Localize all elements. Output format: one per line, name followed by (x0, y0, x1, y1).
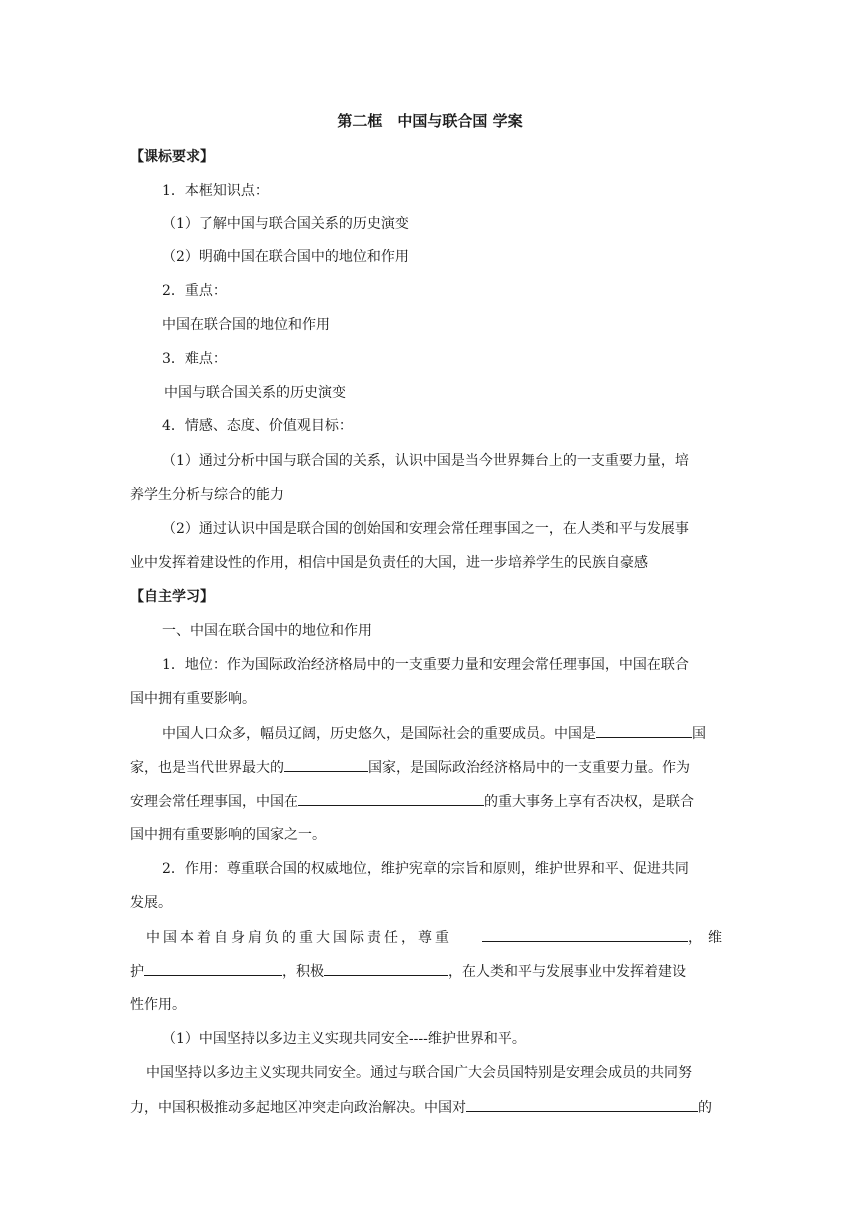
text-line (146, 926, 860, 949)
text-fragment: 安理会常任理事国，中国在 (130, 794, 298, 810)
text-line (130, 756, 860, 779)
text-line: 性作用。 (130, 997, 186, 1013)
text-line: （2）通过认识中国是联合国的创始国和安理会常任理事国之一，在人类和平与发展事 (162, 521, 689, 537)
text-fragment: 护 (130, 964, 144, 980)
text-line: 2．作用：尊重联合国的权威地位，维护宪章的宗旨和原则，维护世界和平、促进共同 (162, 861, 689, 877)
text-line: 养学生分析与综合的能力 (130, 487, 284, 503)
text-line: 中国与联合国关系的历史演变 (164, 385, 346, 401)
fill-blank[interactable] (284, 756, 368, 772)
text-line: 1．地位：作为国际政治经济格局中的一支重要力量和安理会常任理事国，中国在联合 (162, 657, 689, 673)
text-line: （2）明确中国在联合国中的地位和作用 (162, 249, 409, 265)
text-line: 国中拥有重要影响的国家之一。 (130, 827, 326, 843)
text-fragment: 中国本着自身肩负的重大国际责任，尊重 (146, 930, 452, 946)
text-line: （1）了解中国与联合国关系的历史演变 (162, 216, 409, 232)
text-line: 国中拥有重要影响。 (130, 691, 256, 707)
text-line: 中国在联合国的地位和作用 (162, 317, 330, 333)
text-fragment: 中国人口众多，幅员辽阔，历史悠久，是国际社会的重要成员。中国是 (162, 726, 596, 742)
text-line: 4．情感、态度、价值观目标： (162, 418, 353, 434)
page-title: 第二框 中国与联合国 学案 (337, 112, 523, 130)
text-line: 2．重点： (162, 283, 227, 299)
text-line: 一、中国在联合国中的地位和作用 (162, 623, 372, 639)
text-fragment: ，维 (688, 930, 728, 946)
text-line (130, 1096, 860, 1119)
text-line (130, 960, 860, 983)
fill-blank[interactable] (596, 722, 692, 738)
text-fragment: ，在人类和平与发展事业中发挥着建设 (448, 964, 686, 980)
fill-blank[interactable] (482, 926, 688, 942)
section-heading-curriculum: 【课标要求】 (130, 149, 214, 165)
text-line: 业中发挥着建设性的作用，相信中国是负责任的大国，进一步培养学生的民族自豪感 (130, 555, 648, 571)
fill-blank[interactable] (324, 960, 448, 976)
fill-blank[interactable] (298, 790, 484, 806)
text-fragment: 的 (698, 1100, 712, 1116)
text-fragment: 家，也是当代世界最大的 (130, 760, 284, 776)
text-line: 3．难点： (162, 351, 227, 367)
text-fragment: 国家，是国际政治经济格局中的一支重要力量。作为 (368, 760, 690, 776)
text-line: 发展。 (130, 895, 172, 911)
section-heading-self-study: 【自主学习】 (130, 589, 214, 605)
text-fragment: 国 (692, 726, 706, 742)
text-fragment: 力，中国积极推动多起地区冲突走向政治解决。中国对 (130, 1100, 466, 1116)
text-line: （1）通过分析中国与联合国的关系，认识中国是当今世界舞台上的一支重要力量，培 (162, 453, 689, 469)
text-line: （1）中国坚持以多边主义实现共同安全----维护世界和平。 (162, 1031, 526, 1047)
fill-blank[interactable] (144, 960, 282, 976)
text-line: 1．本框知识点： (162, 183, 269, 199)
text-line (130, 790, 860, 813)
text-line: 中国坚持以多边主义实现共同安全。通过与联合国广大会员国特别是安理会成员的共同努 (146, 1065, 692, 1081)
fill-blank[interactable] (466, 1096, 698, 1112)
text-line (162, 722, 860, 745)
text-fragment: ，积极 (282, 964, 324, 980)
text-fragment: 的重大事务上享有否决权，是联合 (484, 794, 694, 810)
